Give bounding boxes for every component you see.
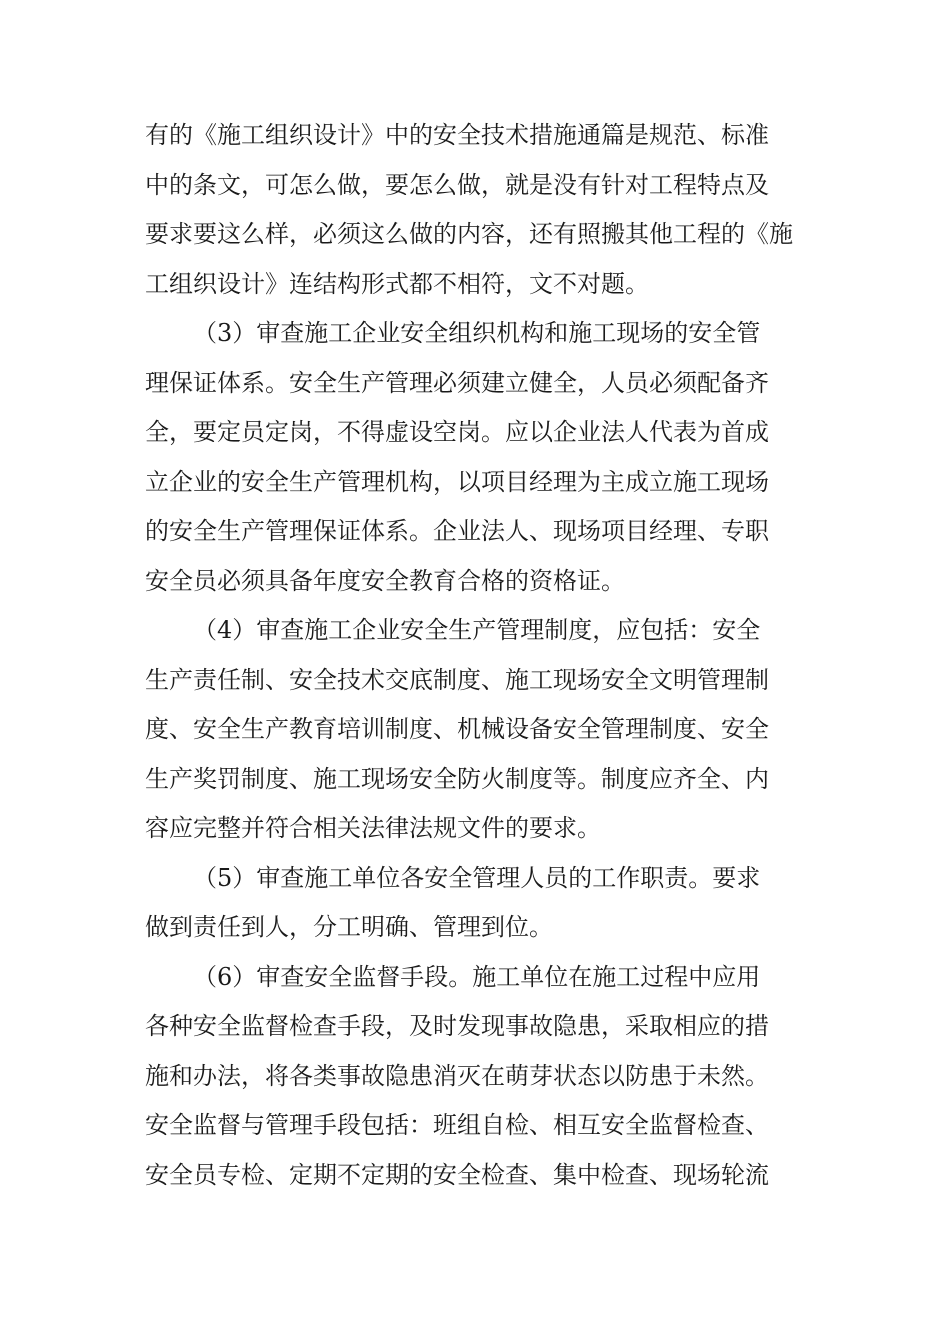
paragraph-line: （4）审查施工企业安全生产管理制度，应包括：安全 xyxy=(193,616,761,644)
paragraph-line: （3）审查施工企业安全组织机构和施工现场的安全管 xyxy=(193,319,761,347)
paragraph-line: 安全员必须具备年度安全教育合格的资格证。 xyxy=(145,567,625,595)
paragraph-line: 生产奖罚制度、施工现场安全防火制度等。制度应齐全、内 xyxy=(145,765,769,793)
paragraph-line: 施和办法，将各类事故隐患消灭在萌芽状态以防患于未然。 xyxy=(145,1062,769,1090)
paragraph-line: 容应完整并符合相关法律法规文件的要求。 xyxy=(145,814,601,842)
paragraph-line: 各种安全监督检查手段，及时发现事故隐患，采取相应的措 xyxy=(145,1012,769,1040)
paragraph-line: 度、安全生产教育培训制度、机械设备安全管理制度、安全 xyxy=(145,715,769,743)
paragraph-line: 立企业的安全生产管理机构，以项目经理为主成立施工现场 xyxy=(145,468,769,496)
paragraph-line: 有的《施工组织设计》中的安全技术措施通篇是规范、标准 xyxy=(145,121,769,149)
paragraph-line: 安全监督与管理手段包括：班组自检、相互安全监督检查、 xyxy=(145,1111,769,1139)
paragraph-line: 理保证体系。安全生产管理必须建立健全，人员必须配备齐 xyxy=(145,369,769,397)
paragraph-line: 全，要定员定岗，不得虚设空岗。应以企业法人代表为首成 xyxy=(145,418,769,446)
paragraph-line: 生产责任制、安全技术交底制度、施工现场安全文明管理制 xyxy=(145,666,769,694)
paragraph-line: （5）审查施工单位各安全管理人员的工作职责。要求 xyxy=(193,864,761,892)
paragraph-line: 中的条文，可怎么做，要怎么做，就是没有针对工程特点及 xyxy=(145,171,769,199)
paragraph-line: （6）审查安全监督手段。施工单位在施工过程中应用 xyxy=(193,963,761,991)
paragraph-line: 工组织设计》连结构形式都不相符，文不对题。 xyxy=(145,270,649,298)
paragraph-line: 安全员专检、定期不定期的安全检查、集中检查、现场轮流 xyxy=(145,1161,769,1189)
paragraph-line: 做到责任到人，分工明确、管理到位。 xyxy=(145,913,553,941)
paragraph-line: 的安全生产管理保证体系。企业法人、现场项目经理、专职 xyxy=(145,517,769,545)
paragraph-line: 要求要这么样，必须这么做的内容，还有照搬其他工程的《施 xyxy=(145,220,793,248)
